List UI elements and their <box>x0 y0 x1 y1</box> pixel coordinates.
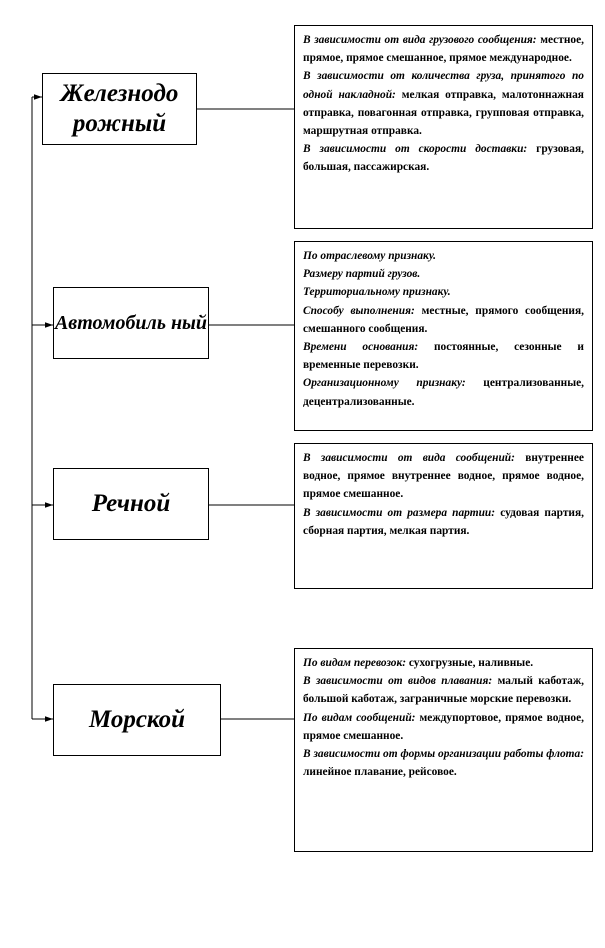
road-description-paragraph <box>303 302 584 338</box>
sea-description-paragraph <box>303 709 584 745</box>
sea-description <box>294 648 593 852</box>
railway-description <box>294 25 593 229</box>
road-description-paragraph <box>303 283 584 301</box>
road-description-paragraph <box>303 265 584 283</box>
road-description <box>294 241 593 431</box>
criterion-text: По отраслевому признаку. <box>303 250 436 262</box>
criterion-text: Размеру партий грузов. <box>303 268 421 281</box>
road-description-paragraph <box>303 338 584 374</box>
values-text: централизованные, децентрализованные. <box>303 377 584 408</box>
criterion-text: По видам сообщений: <box>303 711 416 724</box>
railway-description-paragraph <box>303 31 584 67</box>
values-text: линейное плавание, рейсовое. <box>303 766 457 779</box>
values-text: грузовая, большая, пассажирская. <box>303 143 584 174</box>
criterion-text: По видам перевозок: <box>303 657 407 669</box>
values-text: малый каботаж, большой каботаж, заграничные морские перевозки. <box>303 675 584 706</box>
values-text: сухогрузные, наливные. <box>408 657 534 669</box>
criterion-text: Организационному признаку: <box>303 377 466 390</box>
road-mode-label: Автомобиль ный <box>54 311 208 334</box>
criterion-text: В зависимости от скорости доставки: <box>303 143 528 156</box>
values-text: местные, прямого сообщения, смешанного сообщения. <box>303 304 584 335</box>
railway-mode-label: Железнодо рожный <box>60 80 179 137</box>
sea-description-paragraph <box>303 745 584 781</box>
river-description-paragraph <box>303 449 584 504</box>
criterion-text: В зависимости от количества груза, принятого по одной накладной: <box>303 70 584 101</box>
values-text: постоянные, сезонные и временные перевозки. <box>303 341 584 372</box>
criterion-text: В зависимости от размера партии: <box>303 506 496 519</box>
criterion-text: Времени основания: <box>303 341 419 354</box>
criterion-text: Способу выполнения: <box>303 304 415 317</box>
river-description <box>294 443 593 589</box>
railway-description-paragraph <box>303 140 584 176</box>
criterion-text: В зависимости от видов плавания: <box>303 675 493 688</box>
criterion-text: В зависимости от вида сообщений: <box>303 452 515 464</box>
sea-mode-label: Морской <box>88 706 186 733</box>
railway-description-paragraph <box>303 67 584 140</box>
values-text: мелкая отправка, малотоннажная отправка, повагонная отправка, групповая отправка, маршрутная отправка. <box>303 88 584 138</box>
sea-description-paragraph <box>303 672 584 708</box>
values-text: местное, прямое, прямое смешанное, прямое международное. <box>303 34 584 65</box>
values-text: междупортовое, прямое водное, прямое смешанное. <box>303 711 584 742</box>
criterion-text: Территориальному признаку. <box>303 286 451 299</box>
river-mode-label: Речной <box>91 490 171 517</box>
criterion-text: В зависимости от вида грузового сообщения: <box>303 34 537 46</box>
river-mode-box <box>53 468 209 540</box>
sea-description-paragraph <box>303 654 584 672</box>
road-description-paragraph <box>303 374 584 410</box>
railway-mode-box <box>42 73 197 145</box>
road-description-paragraph <box>303 247 584 265</box>
river-description-paragraph <box>303 504 584 540</box>
values-text: внутреннее водное, прямое внутреннее водное, прямое водное, прямое смешанное. <box>303 452 584 501</box>
road-mode-box <box>53 287 209 359</box>
sea-mode-box <box>53 684 221 756</box>
values-text: судовая партия, сборная партия, мелкая партия. <box>303 506 584 537</box>
criterion-text: В зависимости от формы организации работы флота: <box>303 748 584 761</box>
